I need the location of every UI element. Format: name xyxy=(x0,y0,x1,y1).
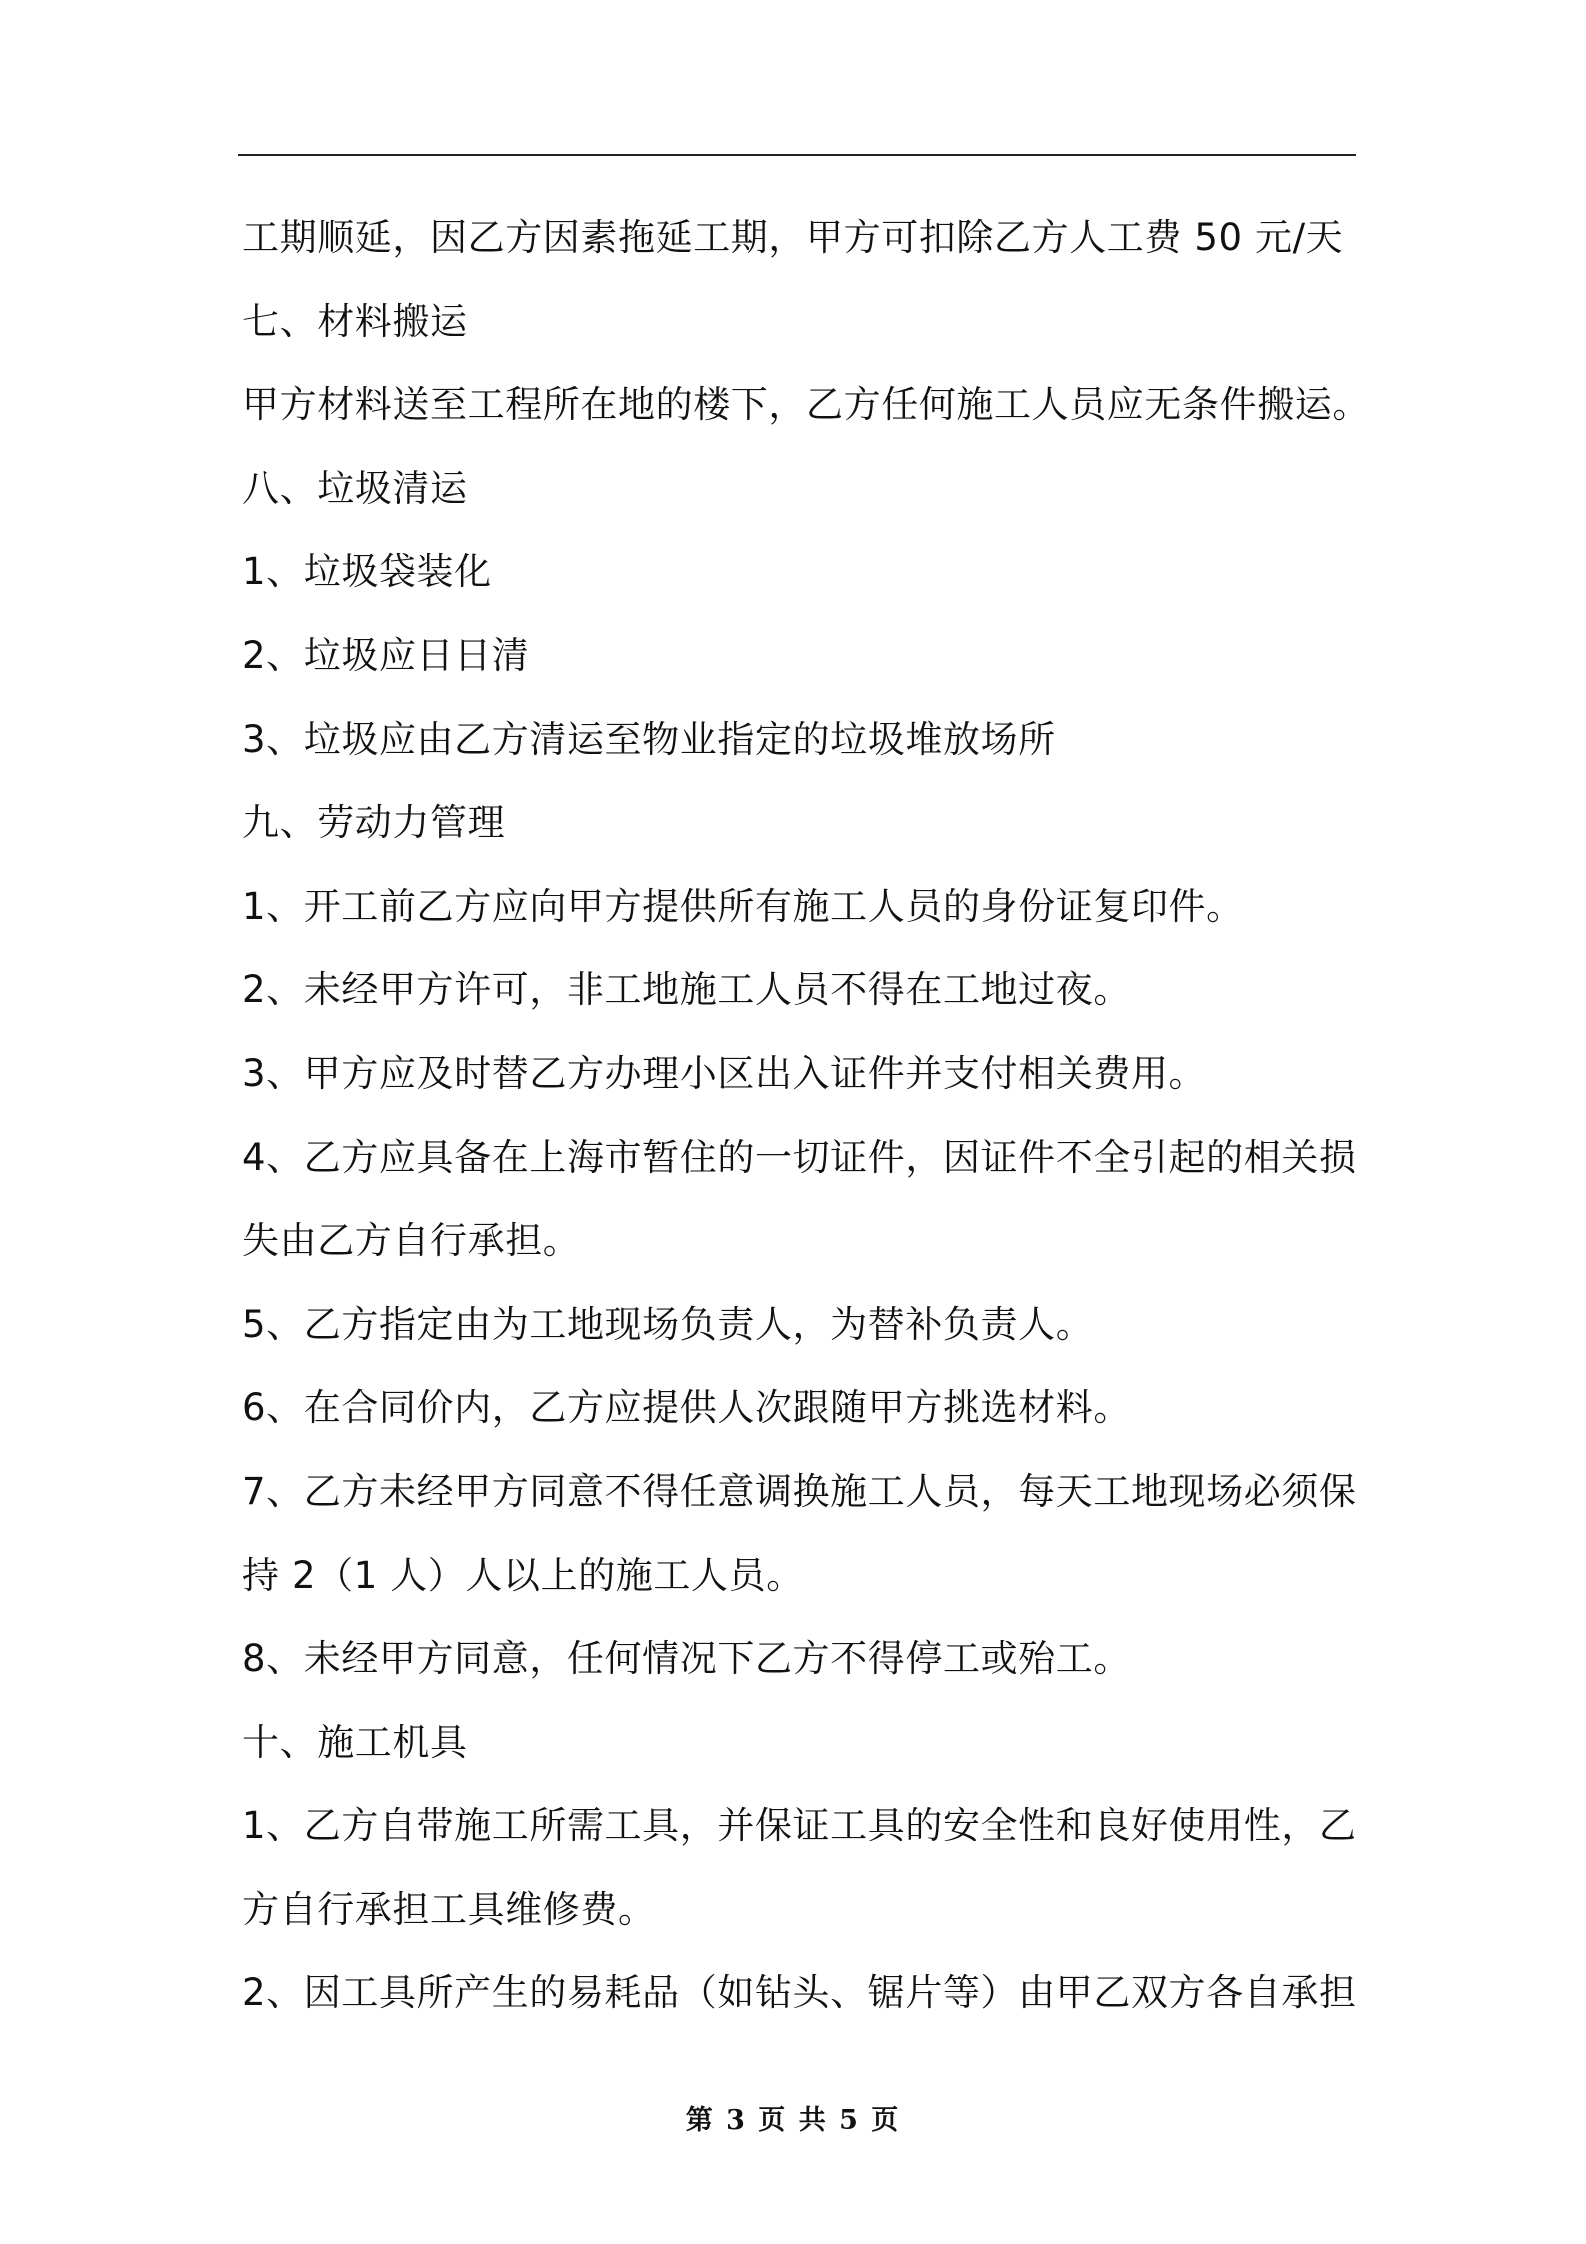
section-heading: 七、材料搬运 xyxy=(242,299,468,343)
header-rule xyxy=(238,154,1356,156)
page-number-footer: 第 3 页 共 5 页 xyxy=(685,2105,901,2136)
list-item: 8、未经甲方同意，任何情况下乙方不得停工或殆工。 xyxy=(242,1637,1131,1681)
text-line: 工期顺延，因乙方因素拖延工期，甲方可扣除乙方人工费 50 元/天 xyxy=(242,216,1344,259)
list-item: 4、乙方应具备在上海市暂住的一切证件，因证件不全引起的相关损 xyxy=(242,1135,1357,1179)
list-item: 2、因工具所产生的易耗品（如钻头、锯片等）由甲乙双方各自承担 xyxy=(242,1971,1357,2015)
text-line: 甲方材料送至工程所在地的楼下，乙方任何施工人员应无条件搬运。 xyxy=(242,383,1370,427)
text-line: 方自行承担工具维修费。 xyxy=(242,1887,656,1931)
list-item: 3、垃圾应由乙方清运至物业指定的垃圾堆放场所 xyxy=(242,717,1056,761)
text-line: 失由乙方自行承担。 xyxy=(242,1219,581,1263)
list-item: 1、乙方自带施工所需工具，并保证工具的安全性和良好使用性，乙 xyxy=(242,1804,1357,1848)
list-item: 1、垃圾袋装化 xyxy=(242,550,492,594)
section-heading: 十、施工机具 xyxy=(242,1720,468,1764)
list-item: 3、甲方应及时替乙方办理小区出入证件并支付相关费用。 xyxy=(242,1051,1207,1095)
list-item: 2、垃圾应日日清 xyxy=(242,633,530,677)
section-heading: 八、垃圾清运 xyxy=(242,466,468,510)
list-item: 1、开工前乙方应向甲方提供所有施工人员的身份证复印件。 xyxy=(242,884,1244,928)
list-item: 6、在合同价内，乙方应提供人次跟随甲方挑选材料。 xyxy=(242,1386,1131,1430)
section-heading: 九、劳动力管理 xyxy=(242,801,506,845)
list-item: 7、乙方未经甲方同意不得任意调换施工人员，每天工地现场必须保 xyxy=(242,1469,1357,1513)
text-line: 持 2（1 人）人以上的施工人员。 xyxy=(242,1553,804,1597)
document-body xyxy=(242,196,1370,2035)
list-item: 2、未经甲方许可，非工地施工人员不得在工地过夜。 xyxy=(242,968,1131,1012)
list-item: 5、乙方指定由为工地现场负责人，为替补负责人。 xyxy=(242,1302,1094,1346)
